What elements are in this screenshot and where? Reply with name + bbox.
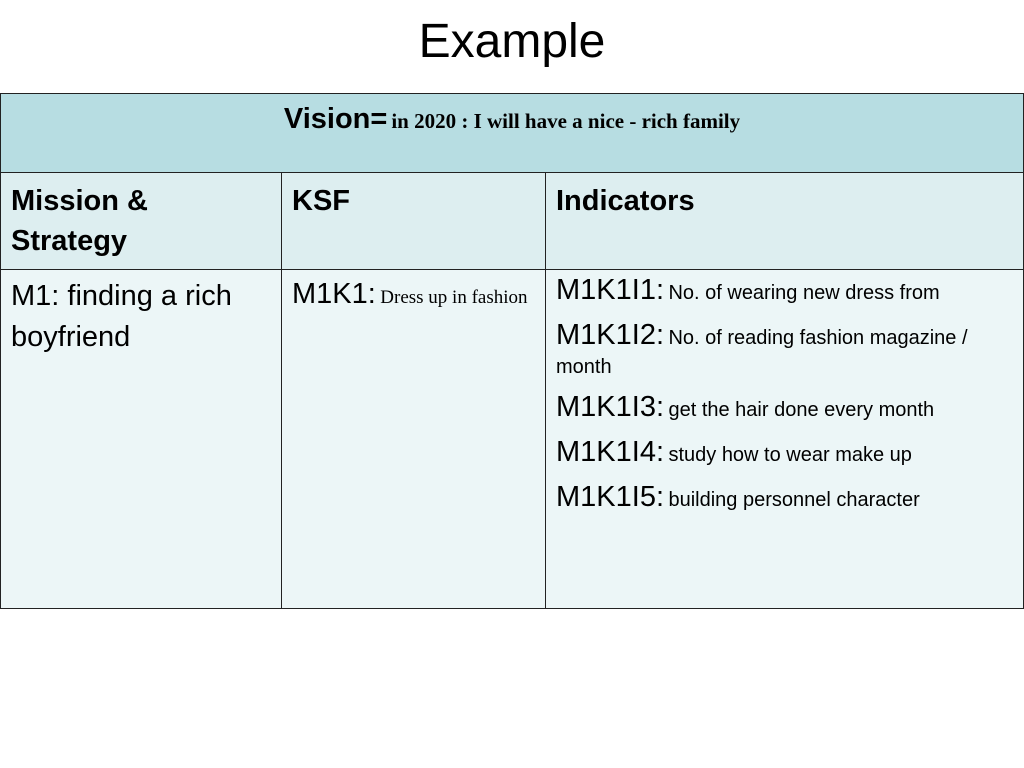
mission-cell: [1, 270, 282, 609]
mission-text: M1: finding a rich boyfriend: [11, 280, 232, 353]
ksf-description: Dress up in fashion: [380, 287, 528, 308]
indicator-code: M1K1I4:: [556, 436, 664, 468]
header-ksf-label: KSF: [292, 185, 350, 217]
indicator-text: No. of wearing new dress from: [668, 282, 940, 304]
table-row: [1, 270, 1024, 609]
indicator-code: M1K1I5:: [556, 481, 664, 513]
strategy-table: [0, 93, 1024, 609]
ksf-cell: [282, 270, 546, 609]
header-cell-indicators: [546, 173, 1024, 270]
indicator-code: M1K1I1:: [556, 274, 664, 306]
list-item: [556, 438, 1013, 471]
indicator-code: M1K1I2:: [556, 319, 664, 351]
list-item: [556, 276, 1013, 309]
indicator-code: M1K1I3:: [556, 391, 664, 423]
vision-cell: [1, 94, 1024, 173]
vision-label: Vision=: [283, 103, 388, 135]
indicators-cell: [546, 270, 1024, 609]
header-cell-ksf: [282, 173, 546, 270]
header-mission-label: Mission & Strategy: [11, 185, 148, 257]
vision-text: in 2020 : I will have a nice - rich family: [391, 109, 741, 133]
indicator-text: No. of reading fashion magazine / month: [556, 327, 968, 378]
slide-title: Example: [418, 15, 606, 68]
indicator-text: building personnel character: [668, 489, 920, 511]
indicator-text: study how to wear make up: [668, 444, 912, 466]
ksf-code: M1K1:: [292, 278, 376, 310]
vision-row: [1, 94, 1024, 173]
indicator-text: get the hair done every month: [668, 399, 935, 421]
header-row: [1, 173, 1024, 270]
list-item: [556, 483, 1013, 516]
header-cell-mission: [1, 173, 282, 270]
list-item: [556, 321, 1013, 383]
header-indicators-label: Indicators: [556, 185, 695, 217]
list-item: [556, 393, 1013, 426]
